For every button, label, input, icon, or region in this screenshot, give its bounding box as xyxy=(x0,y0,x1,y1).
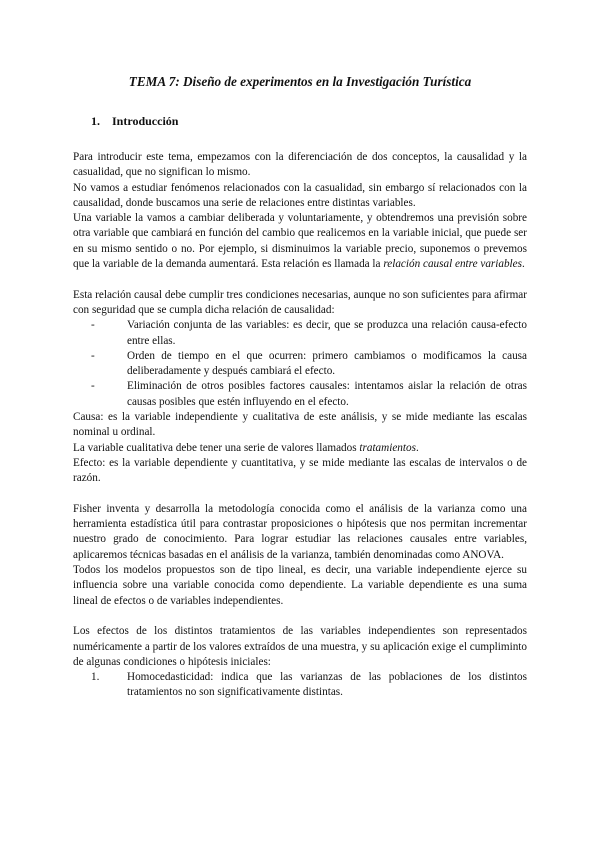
paragraph-end-period: . xyxy=(415,441,419,454)
paragraph-causalidad: Para introducir este tema, empezamos con la diferenciación de dos conceptos, la causalidad y la casualidad, que no significan lo mismo. xyxy=(73,151,527,179)
paragraph-end-period: . xyxy=(522,258,525,271)
paragraph-efectos: Los efectos de los distintos tratamientos de las variables independientes son representados numéricamente a partir de los valores extraídos de una muestra, y su aplicación exige el cumpliminto de algunas condiciones o hipótesis iniciales: xyxy=(73,625,527,668)
paragraph-condiciones-intro: Esta relación causal debe cumplir tres condiciones necesarias, aunque no son suficientes para afirmar con seguridad que se cumpla dicha relación de causalidad: xyxy=(73,288,527,316)
hypothesis-item xyxy=(91,670,527,701)
paragraph-variable-cambio xyxy=(73,211,527,272)
hypothesis-text: Homocedasticidad: indica que las varianzas de las poblaciones de los distintos tratamientos no son significativamente distintas. xyxy=(127,671,527,699)
condition-item: - Orden de tiempo en el que ocurren: primero cambiamos o modificamos la causa deliberadamente y después cambiará el efecto. xyxy=(91,349,527,380)
condition-item: - Eliminación de otros posibles factores causales: intentamos aislar la relación de otras causas posibles que estén influyendo en el efecto. xyxy=(91,379,527,410)
section-label: Introducción xyxy=(112,114,179,128)
section-number: 1. xyxy=(91,114,100,128)
paragraph-efecto: Efecto: es la variable dependiente y cuantitativa, y se mide mediante las escalas de intervalos o de razón. xyxy=(73,456,527,485)
conditions-list xyxy=(73,318,527,410)
section-heading xyxy=(91,113,527,129)
document-title: TEMA 7: Diseño de experimentos en la Investigación Turística xyxy=(128,74,472,89)
paragraph-fisher: Fisher inventa y desarrolla la metodología conocida como el análisis de la varianza como una herramienta estadística útil para contrastar proposiciones o hipótesis que nos permitan incrementar nuestro grado de conocimiento. Para lograr estudiar las relaciones causales entre variables, aplicaremos técnicas basadas en el análisis de la varianza, también denominadas como ANOVA. xyxy=(73,502,527,561)
paragraph-cualitativa xyxy=(73,441,527,456)
paragraph-variable-cambio-text: Una variable la vamos a cambiar deliberada y voluntariamente, y obtendremos una previsión sobre otra variable que cambiará en función del cambio que realicemos en la variable inicial, que puede ser en su mismo sentido o no. Por ejemplo, si disminuimos la variable precio, suponemos o prevemos que la variable de la demanda aumentará. Esta relación es llamada la xyxy=(73,212,527,271)
hypothesis-marker: 1. xyxy=(91,671,100,684)
relacion-causal-term: relación causal entre variables xyxy=(383,258,522,271)
hypotheses-list xyxy=(73,670,527,701)
condition-item: - Variación conjunta de las variables: es decir, que se produzca una relación causa-efecto entre ellas. xyxy=(91,318,527,349)
tratamientos-term: tratamientos xyxy=(359,441,416,454)
paragraph-modelos: Todos los modelos propuestos son de tipo lineal, es decir, una variable independiente ejerce su influencia sobre una variable conocida como dependiente. La variable dependiente es una suma lineal de efectos o de variables independientes. xyxy=(73,564,527,607)
paragraph-fenomenos: No vamos a estudiar fenómenos relacionados con la casualidad, sin embargo sí relacionados con la causalidad, donde buscamos una serie de relaciones entre distintas variables. xyxy=(73,181,527,209)
paragraph-cualitativa-text: La variable cualitativa debe tener una serie de valores llamados xyxy=(73,441,360,454)
paragraph-causa: Causa: es la variable independiente y cualitativa de este análisis, y se mide mediante las escalas nominal u ordinal. xyxy=(73,411,527,439)
